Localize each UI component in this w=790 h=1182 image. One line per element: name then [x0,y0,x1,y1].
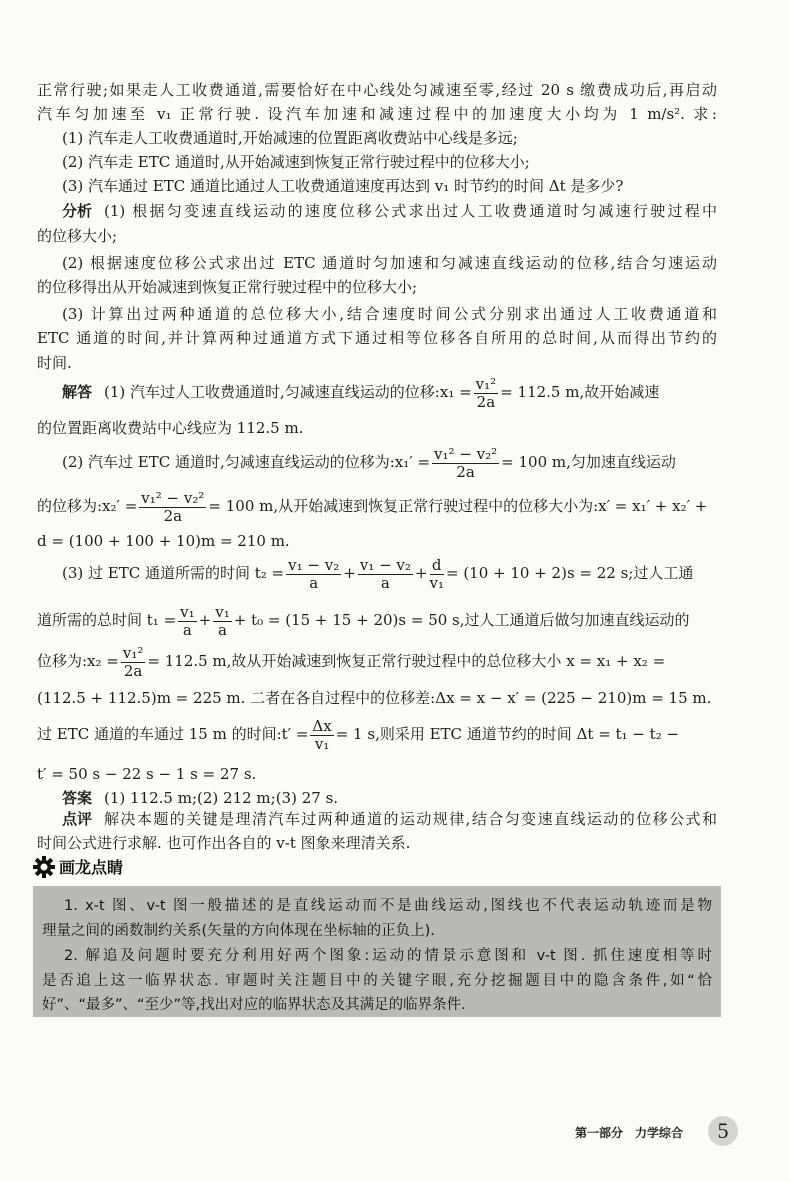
section-title: 第一部分 力学综合 [575,1126,684,1140]
question-1: (1) 汽车走人工收费通道时,开始减速的位置距离收费站中心线是多远; [62,129,518,147]
analysis-text: ETC 通道的时间,并计算两种过通道方式下通过相等位移各自所用的总时间,从而得出节约的 [37,329,717,347]
solution-text: t′ = 50 s − 22 s − 1 s = 27 s. [37,765,257,783]
text: = 100 m,从开始减速到恢复正常行驶过程中的位移大小为:x′ = x₁′ + x₂′ + [208,497,708,515]
text: = 100 m,匀加速直线运动 [501,453,676,471]
solution-text: 过 ETC 通道的车通过 15 m 的时间:t′ = $\frac{\Delta x}{\text{v₁}}$ = 1 s,则采用 ETC 通道节约的时间 Δt = t₁ − t₂ − [37,716,680,753]
solution-3: (3) 过 ETC 通道所需的时间 t₂ = $\frac{\text{v₁ − v₂}}{a}$ + $\frac{\text{v₁ − v₂}}{a}$ + $\frac{d}{\text{v₁}}$ = (10 + 10 + 2)s = 22 s;过人工通 [62,555,694,592]
solution-1 [62,374,717,411]
solution-label: 解答 [62,383,93,401]
analysis-label: 分析 [62,202,93,220]
fraction: $\frac{\text{v₁}}{a}$ [180,602,195,639]
comment-label: 点评 [62,810,93,828]
comment-text: 时间公式进行求解. 也可作出各自的 v-t 图象来理清关系. [37,834,411,852]
answer [62,788,717,808]
tip-text: 好”、“最多”、“至少”等,找出对应的临界状态及其满足的临界条件. [42,997,466,1013]
fraction: $\frac{\text{v₁² − v₂²}}{2a}$ [434,444,498,481]
fraction: $\frac{\text{v₁ − v₂}}{a}$ [288,555,340,592]
text: = 112.5 m,故开始减速 [500,383,660,401]
page-number: 5 [708,1116,738,1146]
fraction: $\frac{\text{v₁²}}{2a}$ [122,643,144,680]
answer-label: 答案 [62,789,93,807]
analysis-text: 的位移大小; [37,227,118,245]
text: (2) 汽车过 ETC 通道时,匀减速直线运动的位移为:x₁′ = [62,453,431,471]
solution-text: 的位置距离收费站中心线应为 112.5 m. [37,419,304,437]
analysis-text: 的位移得出从开始减速到恢复正常行驶过程中的位移大小; [37,278,418,296]
fraction: $\frac{\text{v₁² − v₂²}}{2a}$ [141,488,205,525]
fraction: $\frac{\text{v₁ − v₂}}{a}$ [359,555,411,592]
solution-text [37,487,717,525]
tip-1: 1. x-t 图、v-t 图一般描述的是直线运动而不是曲线运动,图线也不代表运动轨迹而是物 [64,898,712,914]
tip-text: 理量之间的函数制约关系(矢量的方向体现在坐标轴的正负上). [42,923,435,939]
tips-title: 画龙点睛 [59,858,124,877]
comment [62,809,717,829]
tips-heading [33,855,123,878]
text: 的位移为:x₂′ = [37,497,138,515]
answer-text: (1) 112.5 m;(2) 212 m;(3) 27 s. [104,789,339,807]
solution-2 [62,443,717,481]
problem-line: 汽车匀加速至 v₁ 正常行驶. 设汽车加速和减速过程中的加速度大小均为 1 m/s². 求: [37,105,717,123]
question-3: (3) 汽车通过 ETC 通道比通过人工收费通道速度再达到 v₁ 时节约的时间 Δt 是多少? [62,177,624,195]
analysis-1 [62,201,717,221]
question-2: (2) 汽车走 ETC 通道时,从开始减速到恢复正常行驶过程中的位移大小; [62,153,530,171]
solution-text: d = (100 + 100 + 10)m = 210 m. [37,532,290,550]
analysis-text: 时间. [37,354,72,372]
fraction: $\frac{d}{\text{v₁}}$ [429,555,444,592]
text: (1) 汽车过人工收费通道时,匀减速直线运动的位移:x₁ = [104,383,472,401]
analysis-3: (3) 计算出过两种通道的总位移大小,结合速度时间公式分别求出通过人工收费通道和 [62,305,717,323]
solution-text: 位移为:x₂ = $\frac{\text{v₁²}}{2a}$ = 112.5 m,故从开始减速到恢复正常行驶过程中的总位移大小 x = x₁ + x₂ = [37,643,666,680]
problem-line: 正常行驶;如果走人工收费通道,需要恰好在中心线处匀减速至零,经过 20 s 缴费成功后,再启动 [37,81,717,99]
fraction: $\frac{\text{v₁}}{a}$ [215,602,230,639]
gear-icon [33,856,55,878]
analysis-2: (2) 根据速度位移公式求出过 ETC 通道时匀加速和匀减速直线运动的位移,结合匀速运动 [62,254,717,272]
analysis-text: (1) 根据匀变速直线运动的速度位移公式求出过人工收费通道时匀减速行驶过程中 [104,202,717,220]
fraction: $\frac{\Delta x}{\text{v₁}}$ [312,716,332,753]
solution-text: (112.5 + 112.5)m = 225 m. 二者在各自过程中的位移差:Δx = x − x′ = (225 − 210)m = 15 m. [37,689,712,707]
tip-text: 是否追上这一临界状态. 审题时关注题目中的关键字眼,充分挖掘题目中的隐含条件,如“恰 [42,973,712,989]
fraction: $\frac{\text{v₁²}}{2a}$ [475,374,497,411]
comment-text: 解决本题的关键是理清汽车过两种通道的运动规律,结合匀变速直线运动的位移公式和 [104,810,717,828]
tip-2: 2. 解追及问题时要充分利用好两个图象:运动的情景示意图和 v-t 图. 抓住速度相等时 [64,948,712,964]
solution-text: 道所需的总时间 t₁ = $\frac{\text{v₁}}{a}$ + $\frac{\text{v₁}}{a}$ + t₀ = (15 + 15 + 20)s = 50 s,过人工通道后做匀加速直线运动的 [37,602,690,639]
